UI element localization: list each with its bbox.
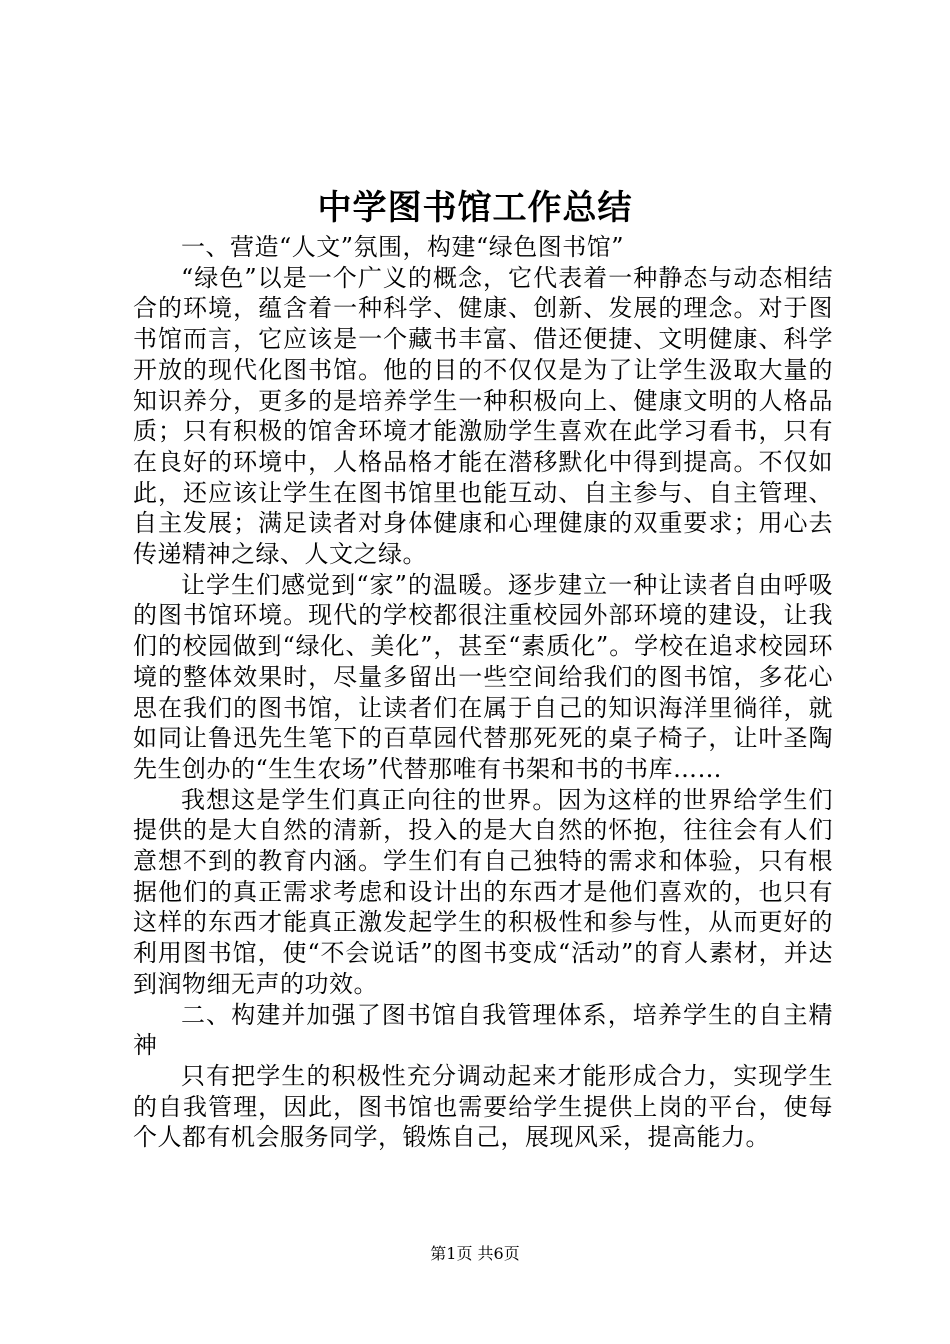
document-body	[133, 232, 833, 1153]
body-paragraph-4: 只有把学生的积极性充分调动起来才能形成合力，实现学生的自我管理，因此，图书馆也需要给学生提供上岗的平台，使每个人都有机会服务同学，锻炼自己，展现风采，提高能力。	[133, 1061, 833, 1152]
body-paragraph-2: 让学生们感觉到“家”的温暖。逐步建立一种让读者自由呼吸的图书馆环境。现代的学校都很注重校园外部环境的建设，让我们的校园做到“绿化、美化”，甚至“素质化”。学校在追求校园环境的整体效果时，尽量多留出一些空间给我们的图书馆，多花心思在我们的图书馆，让读者们在属于自己的知识海洋里徜徉，就如同让鲁迅先生笔下的百草园代替那死死的桌子椅子，让叶圣陶先生创办的“生生农场”代替那唯有书架和书的书库……	[133, 570, 833, 783]
page-title: 中学图书馆工作总结	[317, 188, 633, 228]
body-paragraph-3: 我想这是学生们真正向往的世界。因为这样的世界给学生们提供的是大自然的清新，投入的是大自然的怀抱，往往会有人们意想不到的教育内涵。学生们有自己独特的需求和体验，只有根据他们的真正需求考虑和设计出的东西才是他们喜欢的，也只有这样的东西才能真正激发起学生的积极性和参与性，从而更好的利用图书馆，使“不会说话”的图书变成“活动”的育人素材，并达到润物细无声的功效。	[133, 785, 833, 998]
page-number-footer: 第1页 共6页	[430, 1244, 520, 1263]
section-heading-1: 一、营造“人文”氛围，构建“绿色图书馆”	[181, 233, 625, 261]
section-heading-2: 二、构建并加强了图书馆自我管理体系，培养学生的自主精神	[133, 1000, 833, 1060]
body-paragraph-1: “绿色”以是一个广义的概念，它代表着一种静态与动态相结合的环境，蕴含着一种科学、健康、创新、发展的理念。对于图书馆而言，它应该是一个藏书丰富、借还便捷、文明健康、科学开放的现代化图书馆。他的目的不仅仅是为了让学生汲取大量的知识养分，更多的是培养学生一种积极向上、健康文明的人格品质；只有积极的馆舍环境才能激励学生喜欢在此学习看书，只有在良好的环境中，人格品格才能在潜移默化中得到提高。不仅如此，还应该让学生在图书馆里也能互动、自主参与、自主管理、自主发展；满足读者对身体健康和心理健康的双重要求；用心去传递精神之绿、人文之绿。	[133, 263, 833, 569]
